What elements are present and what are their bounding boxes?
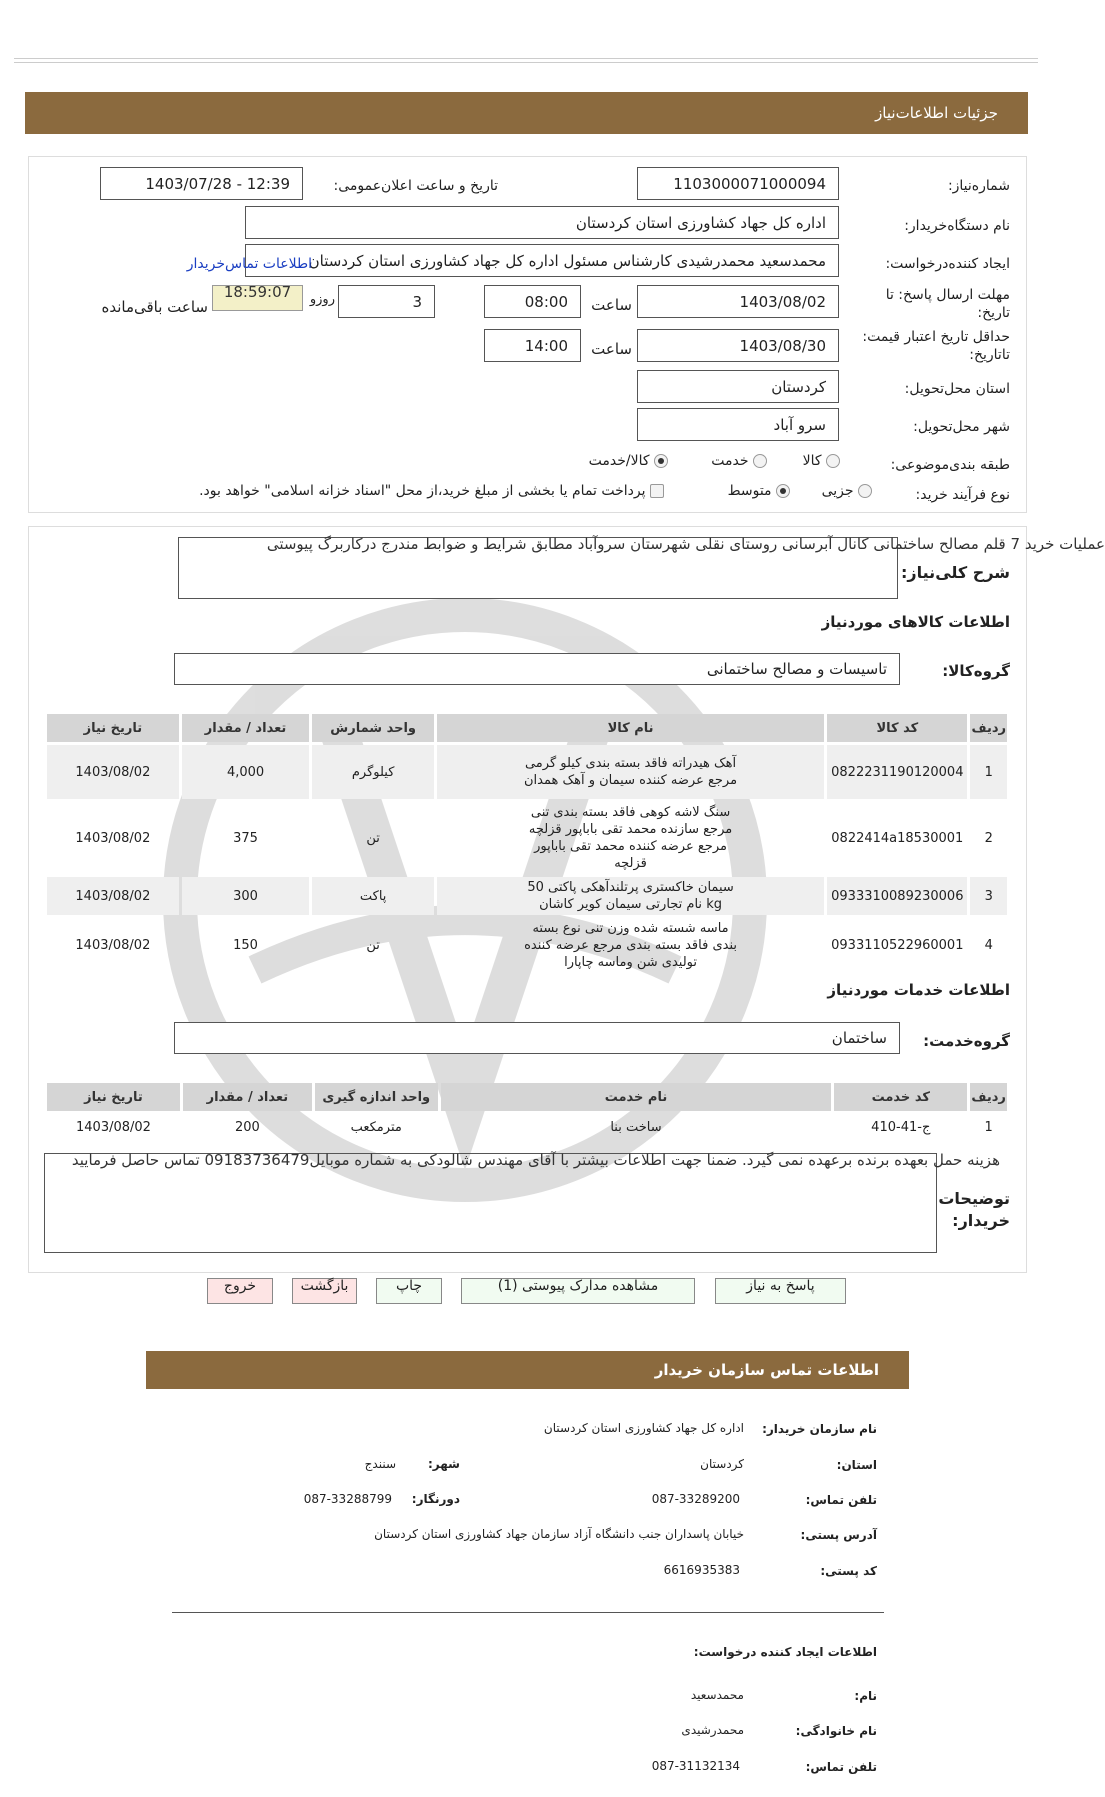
goods-cell-qty: 375	[233, 830, 258, 846]
category-option-goods-label: کالا	[802, 453, 822, 469]
contact-phone: 087-33289200	[651, 1492, 740, 1506]
category-option-goods[interactable]	[803, 453, 840, 469]
goods-cell-qty: 300	[182, 877, 310, 915]
view-attachments-button[interactable]: مشاهده مدارک پیوستی (1)	[461, 1278, 695, 1304]
goods-group-field: تاسیسات و مصالح ساختمانی	[174, 653, 900, 685]
goods-cell-date: 1403/08/02	[47, 877, 179, 915]
contact-postal-label: کد پستی:	[820, 1564, 877, 1578]
treasury-checkbox[interactable]	[650, 484, 664, 498]
back-button[interactable]: بازگشت	[292, 1278, 357, 1304]
goods-col-code: کد کالا	[827, 714, 967, 742]
goods-cell-code: 0822231190120004	[827, 745, 967, 799]
goods-cell-name: سیمان خاکستری پرتلندآهکی پاکتی 50 kg نام تجارتی سیمان کویر کاشان	[527, 880, 734, 912]
goods-cell-code: 0933110522960001	[831, 938, 964, 953]
goods-cell-name-wrap	[437, 745, 824, 799]
goods-cell-date: 1403/08/02	[75, 830, 151, 846]
table-row	[47, 918, 1007, 973]
services-group-label: گروه‌خدمت:	[923, 1032, 1010, 1050]
treasury-note: پرداخت تمام یا بخشی از مبلغ خرید،از محل "اسناد خزانه اسلامی" خواهد بود.	[199, 483, 646, 499]
services-cell-name: ساخت بنا	[610, 1119, 662, 1135]
table-row	[47, 745, 1007, 799]
category-option-service-label: خدمت	[711, 453, 749, 469]
goods-col-row: ردیف	[970, 714, 1007, 742]
creator-section-title: اطلاعات ایجاد کننده درخواست:	[693, 1645, 877, 1659]
validity-time-label: ساعت	[591, 340, 632, 358]
days-label: روزو	[309, 292, 335, 307]
validity-label-line2: تاتاریخ:	[969, 347, 1010, 363]
city-label: شهر محل‌تحویل:	[913, 419, 1010, 435]
services-cell-row: 1	[984, 1119, 993, 1135]
services-cell-qty: 200	[234, 1119, 260, 1135]
buyer-notes-label-line1: توضیحات	[938, 1189, 1010, 1208]
days-field: 3	[338, 285, 435, 318]
city-field: سرو آباد	[637, 408, 839, 441]
services-col-qty: تعداد / مقدار	[183, 1083, 312, 1111]
category-radio-goods[interactable]	[826, 454, 840, 468]
deadline-label-line1: مهلت ارسال پاسخ: تا	[885, 287, 1010, 303]
page-header	[25, 92, 1028, 134]
category-option-goods-service-label: کالا/خدمت	[588, 453, 650, 469]
goods-table-header	[47, 714, 1007, 742]
category-radio-service[interactable]	[753, 454, 767, 468]
goods-cell-code: 0822414a18530001	[831, 830, 964, 846]
top-divider-2	[14, 62, 1038, 63]
creator-last-name: محمدرشیدی	[681, 1723, 744, 1737]
buyer-org-field: اداره کل جهاد کشاورزی استان کردستان	[245, 206, 839, 239]
creator-field: محمدسعید محمدرشیدی کارشناس مسئول اداره کل جهاد کشاورزی استان کردستان	[245, 244, 839, 277]
goods-col-date: تاریخ نیاز	[47, 714, 179, 742]
table-row	[47, 802, 1007, 874]
goods-cell-qty: 150	[233, 938, 258, 953]
goods-cell-unit: کیلوگرم	[312, 745, 434, 799]
contact-address-label: آدرس پستی:	[800, 1528, 877, 1542]
province-field: کردستان	[637, 370, 839, 403]
buyer-org-label: نام دستگاه‌خریدار:	[904, 218, 1010, 234]
validity-label	[862, 328, 1010, 364]
creator-last-name-label: نام خانوادگی:	[795, 1724, 877, 1738]
goods-col-unit: واحد شمارش	[312, 714, 434, 742]
goods-cell-row: 3	[970, 877, 1007, 915]
goods-cell-unit: تن	[366, 938, 380, 953]
services-col-date: تاریخ نیاز	[47, 1083, 180, 1111]
services-section-title: اطلاعات خدمات موردنیاز	[827, 981, 1010, 999]
goods-cell-name-wrap	[437, 802, 824, 874]
goods-group-label: گروه‌کالا:	[942, 662, 1010, 680]
goods-cell-name: سنگ لاشه کوهی فاقد بسته بندی تنی مرجع سازنده محمد تقی باباپور قزلچه مرجع عرضه کننده محمد تقی باباپور قزلچه	[528, 805, 733, 871]
goods-cell-unit: تن	[366, 830, 380, 846]
announce-date-label: تاریخ و ساعت اعلان‌عمومی:	[333, 178, 498, 194]
deadline-label-line2: تاریخ:	[977, 305, 1010, 321]
reply-button[interactable]: پاسخ به نیاز	[715, 1278, 846, 1304]
goods-col-name: نام کالا	[437, 714, 824, 742]
category-label: طبقه بندی‌موضوعی:	[890, 457, 1010, 473]
goods-cell-name-wrap	[437, 918, 824, 973]
goods-cell-row: 4	[984, 938, 993, 953]
goods-col-qty: تعداد / مقدار	[182, 714, 310, 742]
category-option-goods-service[interactable]	[589, 453, 668, 469]
process-option-medium[interactable]	[728, 483, 790, 499]
print-button[interactable]: چاپ	[376, 1278, 442, 1304]
table-row	[47, 1114, 1007, 1140]
need-number-field: 1103000071000094	[637, 167, 839, 200]
goods-section-title: اطلاعات کالاهای موردنیاز	[821, 613, 1010, 631]
deadline-label	[886, 286, 1010, 322]
contact-postal: 6616935383	[663, 1563, 740, 1577]
creator-phone: 087-31132134	[651, 1759, 740, 1773]
contact-address: خیابان پاسداران جنب دانشگاه آزاد سازمان جهاد کشاورزی استان کردستان	[374, 1527, 744, 1541]
contact-org-label: نام سازمان خریدار:	[762, 1422, 877, 1436]
buyer-notes-label-line2: خریدار:	[952, 1211, 1010, 1230]
services-col-unit: واحد اندازه گیری	[315, 1083, 438, 1111]
category-option-service[interactable]	[711, 453, 767, 469]
category-radio-goods-service[interactable]	[654, 454, 668, 468]
validity-time-field: 14:00	[484, 329, 581, 362]
contact-phone-label: تلفن تماس:	[805, 1493, 877, 1507]
goods-cell-qty: 4,000	[182, 745, 310, 799]
services-group-field: ساختمان	[174, 1022, 900, 1054]
process-option-minor[interactable]	[822, 483, 872, 499]
validity-date-field: 1403/08/30	[637, 329, 839, 362]
contact-province: کردستان	[700, 1457, 744, 1471]
exit-button[interactable]: خروج	[207, 1278, 273, 1304]
process-option-medium-label: متوسط	[727, 483, 772, 499]
contact-org: اداره کل جهاد کشاورزی استان کردستان	[543, 1421, 744, 1435]
validity-label-line1: حداقل تاریخ اعتبار قیمت:	[862, 329, 1010, 345]
contact-city: سنندج	[364, 1457, 396, 1471]
contact-fax-label: دورنگار:	[411, 1492, 460, 1506]
treasury-option[interactable]	[199, 483, 664, 499]
creator-first-name: محمدسعید	[690, 1688, 744, 1702]
goods-cell-name: ماسه شسته شده وزن تنی نوع بسته بندی فاقد بسته بندی مرجع عرضه کننده تولیدی شن وماسه چاپارا	[524, 921, 737, 970]
table-row	[47, 877, 1007, 915]
goods-table	[44, 711, 1010, 976]
services-cell-code: ج-41-410	[871, 1119, 931, 1135]
services-cell-date: 1403/08/02	[76, 1119, 151, 1135]
creator-label: ایجاد کننده‌درخواست:	[885, 256, 1010, 272]
services-table-header	[47, 1083, 1007, 1111]
process-radio-minor[interactable]	[858, 484, 872, 498]
process-radio-medium[interactable]	[776, 484, 790, 498]
deadline-time-field: 08:00	[484, 285, 581, 318]
creator-phone-label: تلفن تماس:	[805, 1760, 877, 1774]
buyer-notes-label	[938, 1188, 1010, 1232]
deadline-date-field: 1403/08/02	[637, 285, 839, 318]
process-label: نوع فرآیند خرید:	[915, 487, 1010, 503]
contact-header	[146, 1351, 909, 1389]
top-divider	[14, 58, 1038, 59]
contact-divider	[172, 1612, 884, 1613]
process-option-minor-label: جزیی	[821, 483, 854, 499]
services-table	[44, 1080, 1010, 1143]
contact-fax: 087-33288799	[303, 1492, 392, 1506]
buyer-contact-link[interactable]: اطلاعات تماس‌خریدار	[186, 256, 312, 272]
contact-city-label: شهر:	[428, 1457, 460, 1471]
services-col-name: نام خدمت	[441, 1083, 832, 1111]
page-title: جزئیات اطلاعات‌نیاز	[875, 104, 998, 122]
goods-cell-date: 1403/08/02	[75, 938, 151, 953]
summary-text: عملیات خرید 7 قلم مصالح ساختمانی کانال آبرسانی روستای نقلی شهرستان سروآباد مطابق شرایط و ضوابط مندرج درکاربرگ پیوستی	[266, 535, 1105, 553]
goods-cell-unit: پاکت	[312, 877, 434, 915]
goods-cell-name: آهک هیدراته فاقد بسته بندی کیلو گرمی مرجع عرضه کننده سیمان و آهک همدان	[524, 756, 738, 788]
goods-cell-name-wrap	[437, 877, 824, 915]
summary-label: شرح کلی‌نیاز:	[901, 563, 1010, 582]
announce-date-field: 1403/07/28 - 12:39	[100, 167, 303, 200]
goods-cell-date: 1403/08/02	[47, 745, 179, 799]
need-number-label: شماره‌نیاز:	[947, 178, 1010, 194]
province-label: استان محل‌تحویل:	[904, 381, 1010, 397]
services-cell-unit: مترمکعب	[350, 1119, 402, 1135]
services-col-code: کد خدمت	[834, 1083, 967, 1111]
contact-title: اطلاعات تماس سازمان خریدار	[654, 1361, 879, 1379]
buyer-notes-text: هزینه حمل بعهده برنده برعهده نمی گیرد. ضمنا جهت اطلاعات بیشتر با آقای مهندس شالودکی به شماره موبایل09183736479 تماس حاصل فرمایید	[71, 1151, 1000, 1169]
remaining-time-label: ساعت باقی‌مانده	[101, 298, 208, 316]
goods-cell-code: 0933310089230006	[827, 877, 967, 915]
deadline-time-label: ساعت	[591, 296, 632, 314]
goods-cell-row: 2	[984, 830, 993, 846]
creator-first-name-label: نام:	[854, 1689, 877, 1703]
contact-province-label: استان:	[836, 1458, 877, 1472]
goods-cell-row: 1	[970, 745, 1007, 799]
services-col-row: ردیف	[970, 1083, 1007, 1111]
remaining-time-field: 18:59:07	[212, 285, 303, 311]
